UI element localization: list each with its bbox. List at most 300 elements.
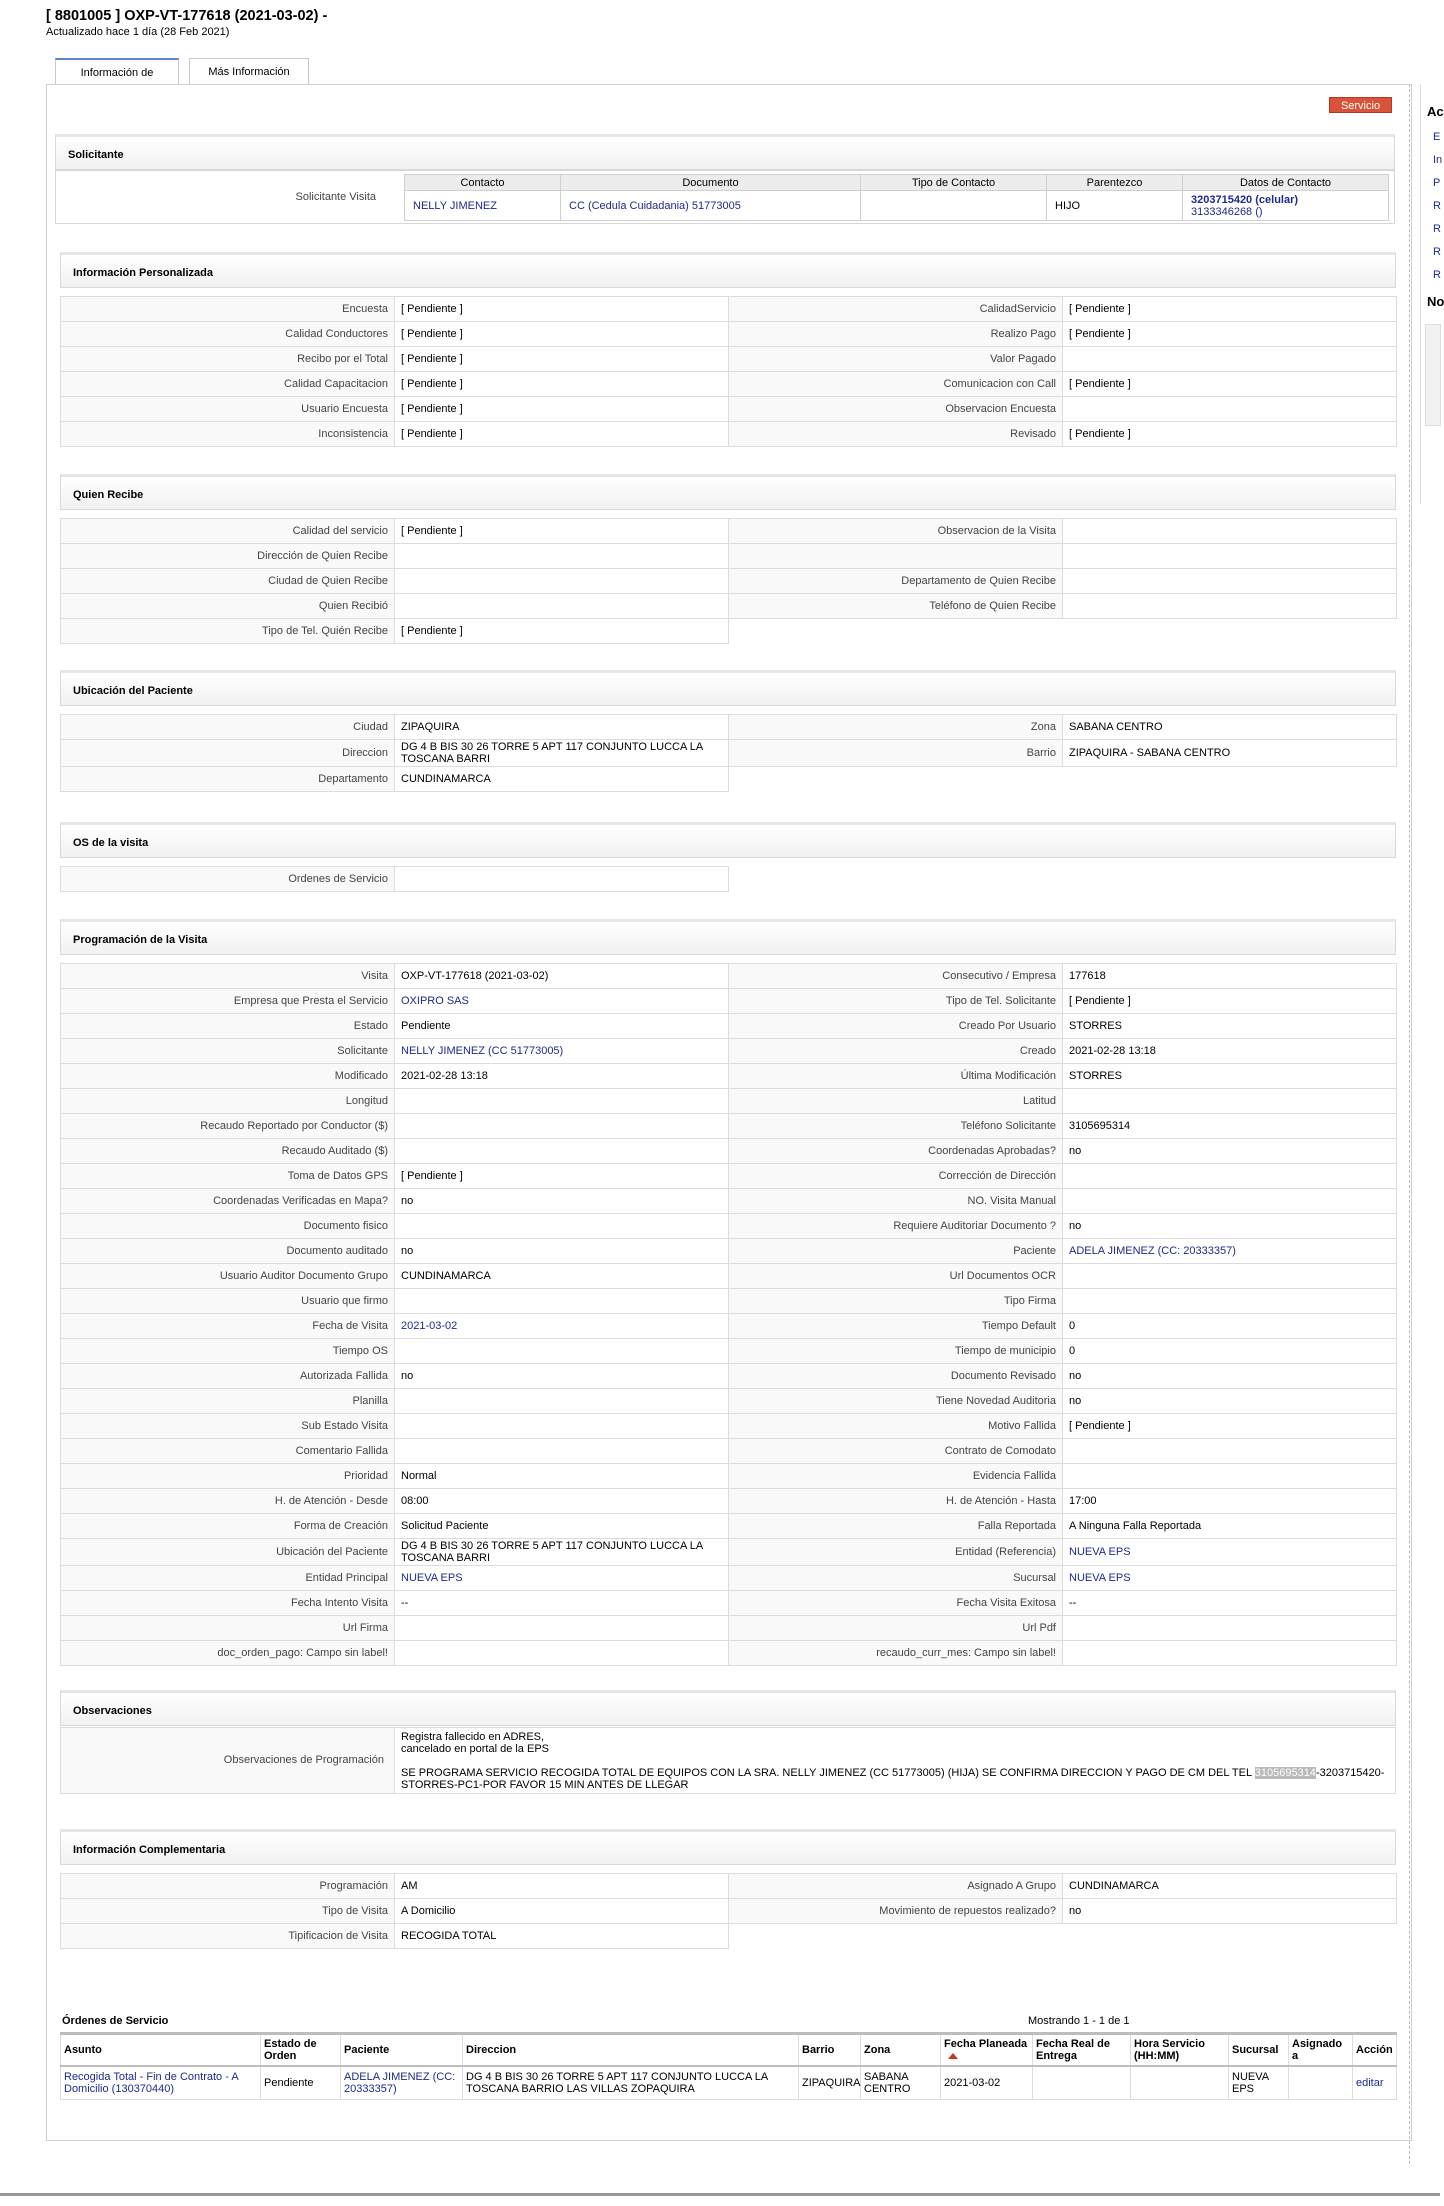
field-value-empty [1063,544,1397,569]
field-value-contrato-de-comodato [1063,1439,1397,1464]
field-row [61,1289,1397,1314]
field-label-url-pdf: Url Pdf [729,1616,1063,1641]
field-label-telefono-de-quien-recibe: Teléfono de Quien Recibe [729,594,1063,619]
field-value-documento-fisico [395,1214,729,1239]
field-label-ubicacion-del-paciente: Ubicación del Paciente [61,1539,395,1566]
field-row [61,1089,1397,1114]
field-value-tiempo-default: 0 [1063,1314,1397,1339]
field-value-consecutivo-empresa: 177618 [1063,964,1397,989]
column-header[interactable]: Barrio [799,2034,861,2066]
field-value-observacion-de-la-visita [1063,519,1397,544]
field-label-url-documentos-ocr: Url Documentos OCR [729,1264,1063,1289]
column-header[interactable]: Direccion [463,2034,799,2066]
field-value-evidencia-fallida [1063,1464,1397,1489]
bottom-divider [0,2193,1440,2196]
field-value-falla-reportada: A Ninguna Falla Reportada [1063,1514,1397,1539]
field-value-estado: Pendiente [395,1014,729,1039]
field-label-recibo-por-el-total: Recibo por el Total [61,347,395,372]
column-header[interactable]: Paciente [341,2034,463,2066]
field-label-calidadservicio: CalidadServicio [729,297,1063,322]
column-header[interactable]: Asignado a [1289,2034,1353,2066]
contact-phone-2[interactable]: 3133346268 () [1191,205,1263,218]
field-row [61,1616,1397,1641]
field-label-planilla: Planilla [61,1389,395,1414]
field-label-creado: Creado [729,1039,1063,1064]
order-status: Pendiente [261,2066,341,2100]
field-value-encuesta: [ Pendiente ] [395,297,729,322]
field-label-solicitante: Solicitante [61,1039,395,1064]
obs-highlight: 3105695314 [1254,1767,1316,1779]
field-label-empty [729,544,1063,569]
field-value-documento-revisado: no [1063,1364,1397,1389]
section-title: Programación de la Visita [60,919,1396,955]
field-label-entidad-referencia: Entidad (Referencia) [729,1539,1063,1566]
order-sucursal: NUEVA EPS [1229,2066,1289,2100]
empty-cell [1063,767,1397,792]
field-value-quien-recibio [395,594,729,619]
field-label-contrato-de-comodato: Contrato de Comodato [729,1439,1063,1464]
field-label-consecutivo-empresa: Consecutivo / Empresa [729,964,1063,989]
column-header: Documento [561,175,861,191]
contact-data [1183,191,1389,221]
field-row [61,1189,1397,1214]
field-row [61,1014,1397,1039]
order-fecha-real [1033,2066,1131,2100]
field-label-coordenadas-aprobadas: Coordenadas Aprobadas? [729,1139,1063,1164]
fields-table [60,518,1397,644]
field-value-ubicacion-del-paciente: DG 4 B BIS 30 26 TORRE 5 APT 117 CONJUNTO LUCCA LA TOSCANA BARRI [395,1539,729,1566]
field-value-autorizada-fallida: no [395,1364,729,1389]
field-value-valor-pagado [1063,347,1397,372]
field-row [61,1414,1397,1439]
field-label-recaudo-curr-mes-campo-sin-label: recaudo_curr_mes: Campo sin label! [729,1641,1063,1666]
field-label-direccion-de-quien-recibe: Dirección de Quien Recibe [61,544,395,569]
solicitante-row [55,170,1395,224]
field-value-tipificacion-de-visita: RECOGIDA TOTAL [395,1924,729,1949]
field-label-empresa-que-presta-el-servicio: Empresa que Presta el Servicio [61,989,395,1014]
field-row [61,1566,1397,1591]
field-label-observacion-de-la-visita: Observacion de la Visita [729,519,1063,544]
field-label-realizo-pago: Realizo Pago [729,322,1063,347]
empty-cell [729,767,1063,792]
field-value-tipo-de-visita: A Domicilio [395,1899,729,1924]
field-label-calidad-capacitacion: Calidad Capacitacion [61,372,395,397]
field-row [61,964,1397,989]
field-label-estado: Estado [61,1014,395,1039]
section-os-visita [60,822,1396,892]
field-label-ordenes-de-servicio: Ordenes de Servicio [61,867,395,892]
field-label-ciudad: Ciudad [61,715,395,740]
field-row [61,1164,1397,1189]
field-value-requiere-auditoriar-documento: no [1063,1214,1397,1239]
field-value-no-visita-manual [1063,1189,1397,1214]
order-address: DG 4 B BIS 30 26 TORRE 5 APT 117 CONJUNTO LUCCA LA TOSCANA BARRIO LAS VILLAS ZOPAQUIRA [463,2066,799,2100]
field-row [61,297,1397,322]
column-header[interactable]: Asunto [61,2034,261,2066]
field-label-entidad-principal: Entidad Principal [61,1566,395,1591]
field-value-fecha-de-visita[interactable]: 2021-03-02 [395,1314,729,1339]
field-value-fecha-intento-visita: -- [395,1591,729,1616]
field-value-recaudo-auditado [395,1139,729,1164]
obs-line: cancelado en portal de la EPS [401,1743,549,1755]
section-solicitante [55,134,1395,170]
field-row [61,1924,1397,1949]
section-title: Información Personalizada [60,252,1396,288]
field-value-recibo-por-el-total: [ Pendiente ] [395,347,729,372]
field-row [61,1489,1397,1514]
field-value-sucursal[interactable]: NUEVA EPS [1063,1566,1397,1591]
edit-order-link[interactable]: editar [1353,2066,1397,2100]
field-value-calidad-conductores: [ Pendiente ] [395,322,729,347]
field-label-paciente: Paciente [729,1239,1063,1264]
field-label-tiempo-os: Tiempo OS [61,1339,395,1364]
contact-name-link[interactable]: NELLY JIMENEZ [405,191,561,221]
empty-cell [729,1924,1063,1949]
section-title: Información Complementaria [60,1829,1396,1865]
fields-table [60,296,1397,447]
field-label-tipificacion-de-visita: Tipificacion de Visita [61,1924,395,1949]
field-label-correccion-de-direccion: Corrección de Dirección [729,1164,1063,1189]
sidebar-link[interactable]: R [1433,200,1441,212]
section-programacion-visita [60,919,1396,1666]
field-label-programacion: Programación [61,1874,395,1899]
field-label-zona: Zona [729,715,1063,740]
field-label-longitud: Longitud [61,1089,395,1114]
contact-relation: HIJO [1047,191,1183,221]
field-value-documento-auditado: no [395,1239,729,1264]
field-row [61,569,1397,594]
sidebar-link[interactable]: R [1433,269,1441,281]
tab-informacion[interactable]: Información de [55,58,179,84]
fields-table [60,963,1397,1666]
field-label-sucursal: Sucursal [729,1566,1063,1591]
field-value-calidad-capacitacion: [ Pendiente ] [395,372,729,397]
field-row [61,422,1397,447]
field-row [61,1264,1397,1289]
field-value-departamento-de-quien-recibe [1063,569,1397,594]
field-row [61,1339,1397,1364]
order-asignado [1289,2066,1353,2100]
field-label-fecha-intento-visita: Fecha Intento Visita [61,1591,395,1616]
sidebar-link[interactable]: E [1433,131,1441,143]
field-label-departamento-de-quien-recibe: Departamento de Quien Recibe [729,569,1063,594]
field-value-tipo-de-tel-quien-recibe: [ Pendiente ] [395,619,729,644]
field-row [61,1389,1397,1414]
field-value-url-documentos-ocr [1063,1264,1397,1289]
field-label-valor-pagado: Valor Pagado [729,347,1063,372]
field-label-evidencia-fallida: Evidencia Fallida [729,1464,1063,1489]
field-value-toma-de-datos-gps: [ Pendiente ] [395,1164,729,1189]
field-value-direccion-de-quien-recibe [395,544,729,569]
field-value-revisado: [ Pendiente ] [1063,422,1397,447]
observaciones-row [60,1727,1396,1794]
field-row [61,1641,1397,1666]
field-value-longitud [395,1089,729,1114]
field-row [61,594,1397,619]
field-row [61,989,1397,1014]
field-value-modificado: 2021-02-28 13:18 [395,1064,729,1089]
field-value-ciudad-de-quien-recibe [395,569,729,594]
field-label-quien-recibio: Quien Recibió [61,594,395,619]
field-label-ultima-modificacion: Última Modificación [729,1064,1063,1089]
field-value-solicitante[interactable]: NELLY JIMENEZ (CC 51773005) [395,1039,729,1064]
field-row [61,519,1397,544]
field-label-documento-revisado: Documento Revisado [729,1364,1063,1389]
field-value-prioridad: Normal [395,1464,729,1489]
field-label-no-visita-manual: NO. Visita Manual [729,1189,1063,1214]
field-row [61,397,1397,422]
field-value-h-de-atencion-desde: 08:00 [395,1489,729,1514]
field-label-barrio: Barrio [729,740,1063,767]
field-row [61,740,1397,767]
field-label-tipo-firma: Tipo Firma [729,1289,1063,1314]
page-title: [ 8801005 ] OXP-VT-177618 (2021-03-02) - [46,8,328,24]
field-label-recaudo-reportado-por-conductor: Recaudo Reportado por Conductor ($) [61,1114,395,1139]
field-row [61,1139,1397,1164]
field-value-entidad-referencia[interactable]: NUEVA EPS [1063,1539,1397,1566]
field-value-url-firma [395,1616,729,1641]
empty-cell [729,619,1063,644]
order-hora [1131,2066,1229,2100]
field-value-ultima-modificacion: STORRES [1063,1064,1397,1089]
notes-box[interactable] [1425,324,1441,426]
field-label-asignado-a-grupo: Asignado A Grupo [729,1874,1063,1899]
order-patient-link[interactable]: ADELA JIMENEZ (CC: 20333357) [341,2066,463,2100]
empty-cell [729,867,1063,892]
obs-text: SE PROGRAMA SERVICIO RECOGIDA TOTAL DE EQUIPOS CON LA SRA. NELLY JIMENEZ (CC 51773005) (HIJA) SE CONFIRMA DIRECCION Y PAGO DE CM DEL TEL [401,1767,1255,1779]
sidebar-link[interactable]: P [1433,177,1441,189]
field-row [61,322,1397,347]
field-label-falla-reportada: Falla Reportada [729,1514,1063,1539]
field-value-programacion: AM [395,1874,729,1899]
contacts-table [404,174,1389,221]
order-fecha-planeada: 2021-03-02 [941,2066,1033,2100]
field-label-documento-fisico: Documento fisico [61,1214,395,1239]
field-label-documento-auditado: Documento auditado [61,1239,395,1264]
field-label-tiempo-de-municipio: Tiempo de municipio [729,1339,1063,1364]
field-label-sub-estado-visita: Sub Estado Visita [61,1414,395,1439]
field-value-creado: 2021-02-28 13:18 [1063,1039,1397,1064]
field-value-correccion-de-direccion [1063,1164,1397,1189]
field-label-ciudad-de-quien-recibe: Ciudad de Quien Recibe [61,569,395,594]
order-barrio: ZIPAQUIRA [799,2066,861,2100]
sort-ascending-icon [948,2053,958,2059]
sidebar-link[interactable]: R [1433,223,1441,235]
sidebar-heading-notes: No [1427,294,1444,309]
column-header-label: Fecha Planeada [944,2037,1028,2050]
contact-phone-1[interactable]: 3203715420 (celular) [1191,193,1299,206]
field-label-departamento: Departamento [61,767,395,792]
field-value-forma-de-creacion: Solicitud Paciente [395,1514,729,1539]
field-value-sub-estado-visita [395,1414,729,1439]
field-label-coordenadas-verificadas-en-mapa: Coordenadas Verificadas en Mapa? [61,1189,395,1214]
field-value-fecha-visita-exitosa: -- [1063,1591,1397,1616]
field-label-prioridad: Prioridad [61,1464,395,1489]
field-value-url-pdf [1063,1616,1397,1641]
field-row [61,1539,1397,1566]
field-row [61,1899,1397,1924]
field-row [61,372,1397,397]
field-row [61,1239,1397,1264]
field-label-forma-de-creacion: Forma de Creación [61,1514,395,1539]
orders-count: Mostrando 1 - 1 de 1 [1028,2015,1130,2027]
field-label-tiene-novedad-auditoria: Tiene Novedad Auditoria [729,1389,1063,1414]
orders-title: Órdenes de Servicio [62,2015,169,2027]
sidebar-link[interactable]: In [1433,154,1443,166]
field-label-movimiento-de-repuestos-realizado: Movimiento de repuestos realizado? [729,1899,1063,1924]
table-row [61,2066,1397,2100]
field-value-ciudad: ZIPAQUIRA [395,715,729,740]
column-header[interactable]: Fecha Real de Entrega [1033,2034,1131,2066]
field-label-doc-orden-pago-campo-sin-label: doc_orden_pago: Campo sin label! [61,1641,395,1666]
empty-cell [1063,619,1397,644]
field-row [61,767,1397,792]
section-title: Ubicación del Paciente [60,670,1396,706]
column-header: Datos de Contacto [1183,175,1389,191]
field-label-usuario-encuesta: Usuario Encuesta [61,397,395,422]
field-label-direccion: Direccion [61,740,395,767]
field-value-tiene-novedad-auditoria: no [1063,1389,1397,1414]
section-title: Solicitante [55,134,1395,170]
tab-mas-informacion[interactable]: Más Información [189,58,309,84]
field-label-inconsistencia: Inconsistencia [61,422,395,447]
contact-type [861,191,1047,221]
right-sidebar [1420,84,1444,504]
field-label-comentario-fallida: Comentario Fallida [61,1439,395,1464]
field-value-observacion-encuesta [1063,397,1397,422]
field-value-recaudo-curr-mes-campo-sin-label [1063,1641,1397,1666]
field-label-autorizada-fallida: Autorizada Fallida [61,1364,395,1389]
field-label-visita: Visita [61,964,395,989]
order-subject-link[interactable]: Recogida Total - Fin de Contrato - A Domicilio (130370440) [61,2066,261,2100]
field-value-zona: SABANA CENTRO [1063,715,1397,740]
field-row [61,715,1397,740]
section-title: OS de la visita [60,822,1396,858]
field-value-creado-por-usuario: STORRES [1063,1014,1397,1039]
field-value-usuario-auditor-documento-grupo: CUNDINAMARCA [395,1264,729,1289]
field-label-usuario-auditor-documento-grupo: Usuario Auditor Documento Grupo [61,1264,395,1289]
sidebar-link[interactable]: R [1433,246,1441,258]
field-label-fecha-de-visita: Fecha de Visita [61,1314,395,1339]
field-label-fecha-visita-exitosa: Fecha Visita Exitosa [729,1591,1063,1616]
field-row [61,347,1397,372]
column-header: Contacto [405,175,561,191]
field-value-tipo-de-tel-solicitante: [ Pendiente ] [1063,989,1397,1014]
field-value-asignado-a-grupo: CUNDINAMARCA [1063,1874,1397,1899]
field-label-h-de-atencion-desde: H. de Atención - Desde [61,1489,395,1514]
field-value-entidad-principal[interactable]: NUEVA EPS [395,1566,729,1591]
field-value-visita: OXP-VT-177618 (2021-03-02) [395,964,729,989]
field-label-revisado: Revisado [729,422,1063,447]
empty-cell [1063,1924,1397,1949]
column-header[interactable]: Hora Servicio (HH:MM) [1131,2034,1229,2066]
contact-document: CC (Cedula Cuidadania) 51773005 [561,191,861,221]
field-value-empresa-que-presta-el-servicio[interactable]: OXIPRO SAS [395,989,729,1014]
section-informacion-personalizada [60,252,1396,447]
field-value-coordenadas-aprobadas: no [1063,1139,1397,1164]
obs-line: Registra fallecido en ADRES, [401,1731,545,1743]
field-label: Solicitante Visita [295,191,376,203]
field-value-paciente[interactable]: ADELA JIMENEZ (CC: 20333357) [1063,1239,1397,1264]
field-label-calidad-conductores: Calidad Conductores [61,322,395,347]
section-observaciones [60,1690,1396,1726]
field-value-tipo-firma [1063,1289,1397,1314]
column-header: Acción [1353,2034,1397,2066]
field-value-comunicacion-con-call: [ Pendiente ] [1063,372,1397,397]
field-value-coordenadas-verificadas-en-mapa: no [395,1189,729,1214]
field-row [61,1064,1397,1089]
field-value-doc-orden-pago-campo-sin-label [395,1641,729,1666]
field-label-recaudo-auditado: Recaudo Auditado ($) [61,1139,395,1164]
field-value-inconsistencia: [ Pendiente ] [395,422,729,447]
field-row [61,1214,1397,1239]
section-informacion-complementaria [60,1829,1396,1949]
field-value-usuario-encuesta: [ Pendiente ] [395,397,729,422]
field-value-tiempo-os [395,1339,729,1364]
field-value-recaudo-reportado-por-conductor [395,1114,729,1139]
fields-table [60,714,1397,792]
field-label-latitud: Latitud [729,1089,1063,1114]
field-label-creado-por-usuario: Creado Por Usuario [729,1014,1063,1039]
field-label-requiere-auditoriar-documento: Requiere Auditoriar Documento ? [729,1214,1063,1239]
column-header[interactable]: Sucursal [1229,2034,1289,2066]
field-value-latitud [1063,1089,1397,1114]
field-label-tipo-de-tel-quien-recibe: Tipo de Tel. Quién Recibe [61,619,395,644]
field-label-usuario-que-firmo: Usuario que firmo [61,1289,395,1314]
order-zona: SABANA CENTRO [861,2066,941,2100]
field-label-encuesta: Encuesta [61,297,395,322]
field-row [61,1514,1397,1539]
field-label-observacion-encuesta: Observacion Encuesta [729,397,1063,422]
field-value-telefono-de-quien-recibe [1063,594,1397,619]
column-header: Parentezco [1047,175,1183,191]
field-value-movimiento-de-repuestos-realizado: no [1063,1899,1397,1924]
field-label-motivo-fallida: Motivo Fallida [729,1414,1063,1439]
section-title: Observaciones [60,1690,1396,1726]
field-value-calidad-del-servicio: [ Pendiente ] [395,519,729,544]
field-value-planilla [395,1389,729,1414]
column-header: Tipo de Contacto [861,175,1047,191]
field-row [61,1464,1397,1489]
field-value-motivo-fallida: [ Pendiente ] [1063,1414,1397,1439]
field-value-h-de-atencion-hasta: 17:00 [1063,1489,1397,1514]
field-value-usuario-que-firmo [395,1289,729,1314]
column-header[interactable]: Estado de Orden [261,2034,341,2066]
field-value-departamento: CUNDINAMARCA [395,767,729,792]
field-value-barrio: ZIPAQUIRA - SABANA CENTRO [1063,740,1397,767]
section-title: Quien Recibe [60,474,1396,510]
field-row [61,1874,1397,1899]
field-label-modificado: Modificado [61,1064,395,1089]
field-label-h-de-atencion-hasta: H. de Atención - Hasta [729,1489,1063,1514]
panel-divider [1409,84,1410,2164]
column-header-sorted[interactable] [941,2034,1033,2066]
field-row [61,1114,1397,1139]
field-row [61,619,1397,644]
field-label-calidad-del-servicio: Calidad del servicio [61,519,395,544]
page-header [46,8,327,38]
column-header[interactable]: Zona [861,2034,941,2066]
section-ubicacion-paciente [60,670,1396,792]
field-label-toma-de-datos-gps: Toma de Datos GPS [61,1164,395,1189]
observaciones-text [401,1731,1391,1791]
field-value-realizo-pago: [ Pendiente ] [1063,322,1397,347]
fields-table [60,866,1396,892]
field-value-calidadservicio: [ Pendiente ] [1063,297,1397,322]
section-quien-recibe [60,474,1396,644]
field-row [61,544,1397,569]
field-row [61,1314,1397,1339]
